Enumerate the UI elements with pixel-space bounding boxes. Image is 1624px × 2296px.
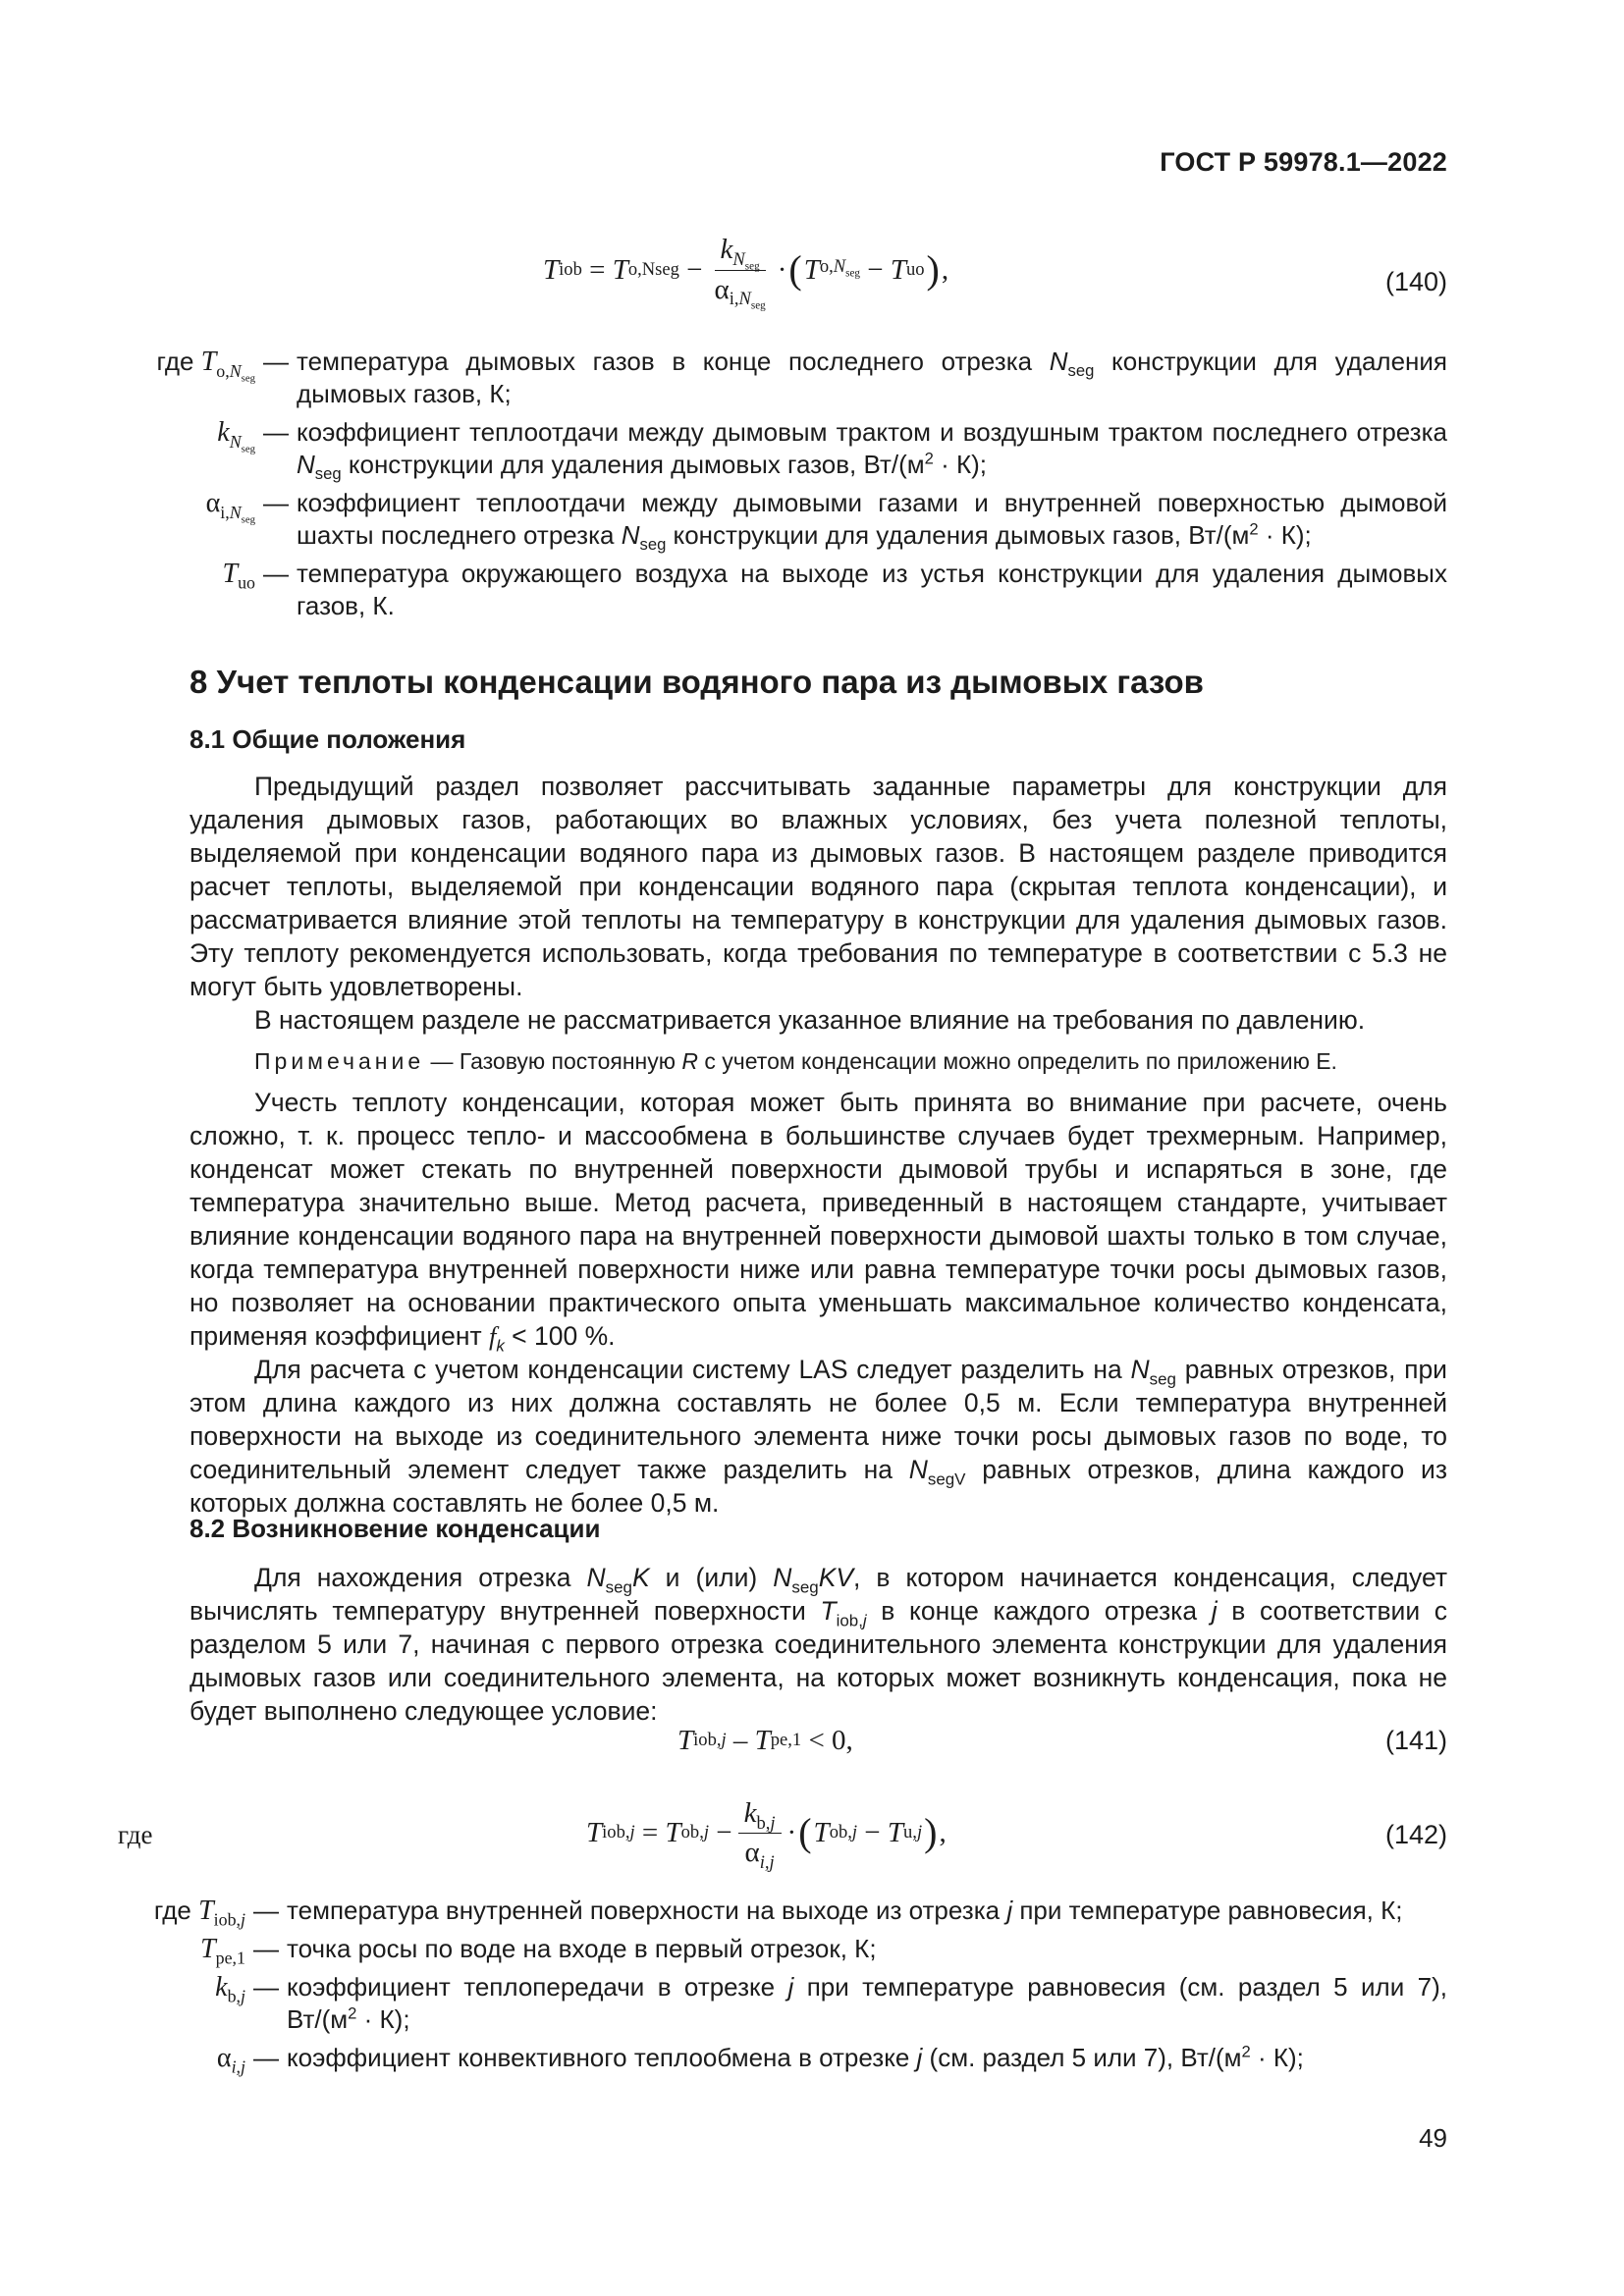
eq140-num: k [720,234,733,265]
def-symbol-subN: N [229,431,242,452]
section-8-2-body [189,1561,1447,1728]
equation-142: где T iob,j = T ob,j − $\frac{k_{b,j}}{\alpha_{i,j}}$ · ( T ob,j − T u,j ) , (142) [118,1796,1447,1873]
equation-number-141: (141) [1384,1726,1447,1755]
def-text-2: конструкции для удаления дымовых газов, Вт/(м [341,450,925,479]
eq140-p1-subN: N [833,255,846,277]
def-symbol-subsub: seg [241,443,255,455]
definitions-lead: где [153,1896,191,1925]
def-symbol-sub: i, [220,502,230,522]
t-sub: iob, [836,1611,863,1630]
eq140-den-subsub: seg [750,300,766,312]
def-text: коэффициент теплопередачи в отрезке [287,1972,788,2002]
standard-designation: ГОСТ Р 59978.1—2022 [1160,147,1447,177]
eq142-t1-sub: ob, [680,1822,704,1842]
note-text-1: — Газовую постоянную [424,1048,682,1074]
eq141-rel: < 0, [801,1724,853,1756]
def-symbol: k [217,417,230,448]
def-symbol: T [198,1896,214,1926]
def-n-sub: seg [1067,361,1095,381]
def-j: j [1006,1896,1013,1925]
text-2: и (или) [649,1563,774,1592]
eq141-b: T [754,1724,771,1756]
def-symbol-subsub: seg [241,372,255,385]
def-symbol-sub: i,j [231,2056,245,2077]
n-symbol: N [586,1563,606,1592]
def-text: коэффициент конвективного теплообмена в отрезке [287,2043,917,2072]
eq140-term1: T [612,253,628,286]
note-label: Примечание [254,1048,425,1074]
n-symbol: N [908,1455,928,1484]
definition-item: где $T_{o,N_{seg}}$ — температура дымовых газов в конце последнего отрезка $N_{seg}$ конструкции для удаления дымовых газов, К; [156,347,1447,408]
def-text: температура дымовых газов в конце последнего отрезка [297,347,1050,376]
definitions-eq140 [118,346,1447,628]
def-symbol-sub: o, [216,360,230,381]
eq142-den-sub: i,j [759,1851,775,1873]
definition-item: $\alpha_{i,N_{seg}}$ — коэффициент теплоотдачи между дымовыми газами и внутренней поверхностью дымовой шахты последнего отрезка $N_{seg}$ конструкции для удаления дымовых газов, $Вт/(м^2 \cdot К)$; [205,488,1447,555]
text-3: , в котором начинается конденсация, следует вычислять температуру внутренней поверхности [189,1563,1447,1626]
paragraph-text: Учесть теплоту конденсации, которая может быть принята во внимание при расчете, очень сложно, т. к. процесс тепло- и массообмена в большинстве случаев будет трехмерным. Например, конденсат может стекать по внутренней поверхности дымовой трубы и испаряться в зоне, где температура значительно выше. Метод расчета, приведенный в настоящем стандарте, учитывает влияние конденсации водяного пара на внутренней поверхности дымовой шахты только в том случае, когда температура внутренней поверхности ниже или равна температуре точки росы дымовых газов, но позволяет на основании практического опыта уменьшать максимальное количество конденсата, применяя коэффициент [189,1088,1447,1351]
n-symbol: N [1130,1355,1150,1384]
paragraph: Предыдущий раздел позволяет рассчитывать заданные параметры для конструкции для удаления дымовых газов, работающих во влажных условиях, без учета полезной теплоты, выделяемой при конденсации водяного пара из дымовых газов. В настоящем разделе приводится расчет теплоты, выделяемой при конденсации водяного пара (скрытая теплота конденсации), и рассматривается влияние этой теплоты на температуру в конструкции для удаления дымовых газов. Эту теплоту рекомендуется использовать, когда требования по температуре в соответствии с 5.3 не могут быть удовлетворены. [189,772,1447,1001]
def-text-3: · К); [933,450,988,479]
def-text: коэффициент теплоотдачи между дымовыми газами и внутренней поверхностью дымовой шахты последнего отрезка [297,488,1447,550]
eq142-p1: T [813,1816,830,1848]
n-sub: seg [605,1577,632,1597]
eq142-num-sub: b, [756,1812,771,1834]
def-text: точка росы по воде на входе в первый отрезок, К; [287,1934,877,1963]
paragraph: В настоящем разделе не рассматривается указанное влияние на требования по давлению. [254,1005,1366,1035]
def-n-sub: seg [639,535,667,555]
eq142-t1-subj: j [703,1822,709,1842]
note-R: R [681,1048,698,1074]
text-5: в соответствии с разделом 5 или 7, начиная с первого отрезка соединительного элемента конструкции для удаления дымовых газов или соединительного элемента, на которых может возникнуть конденсация, пока не будет выполнено следующее условие: [189,1596,1448,1726]
eq142-lhs: T [586,1816,603,1848]
def-symbol-subj: j [241,1909,245,1930]
paragraph-end: < 100 %. [504,1321,616,1351]
eq142-lead: где [118,1820,153,1849]
eq140-den-subN: N [738,289,751,310]
eq140-den-sub: i, [729,289,739,310]
eq141-op: – [726,1724,755,1756]
eq142-p2-sub: u, [903,1822,917,1842]
def-text-2: конструкции для удаления дымовых газов, К; [297,347,1447,408]
eq140-p2: T [890,253,906,286]
eq142-p2-subj: j [916,1822,923,1842]
n-sub: seg [1149,1369,1176,1389]
def-text: температура окружающего воздуха на выходе из устья конструкции для удаления дымовых газов, К. [297,559,1447,620]
section-8-1-heading: 8.1 Общие положения [189,724,466,754]
definition-item: $T_{uo}$ — температура окружающего воздуха на выходе из устья конструкции для удаления дымовых газов, К. [222,559,1447,620]
def-text-3: · К); [356,2004,410,2034]
def-sup: 2 [1249,519,1259,539]
equation-number-142: (142) [1384,1820,1447,1849]
section-8-1-body [189,770,1447,1520]
def-text: коэффициент теплоотдачи между дымовым трактом и воздушным трактом последнего отрезка [297,417,1447,447]
eq140-p1: T [803,253,820,286]
text-4: в конце каждого отрезка [866,1596,1212,1626]
def-symbol: α [216,2043,232,2073]
eq140-den: α [714,273,730,305]
note [189,1046,1447,1076]
section-8-heading: 8 Учет теплоты конденсации водяного пара из дымовых газов [189,664,1204,700]
def-text-2: при температуре равновесия (см. раздел 5 или 7), Вт/(м [287,1972,1447,2034]
definition-item: где $T_{iob,j}$ — температура внутренней поверхности на выходе из отрезка j при температуре равновесия, К; [153,1896,1403,1930]
def-text-2: при температуре равновесия, К; [1012,1896,1403,1925]
def-j: j [787,1972,794,2002]
def-symbol: α [205,488,221,518]
j-symbol: j [1211,1596,1218,1626]
eq142-p2: T [887,1816,904,1848]
f-symbol: f [488,1321,497,1351]
def-symbol-subN: N [229,502,242,522]
def-sup: 2 [1241,2042,1251,2061]
eq142-num-subj: j [770,1812,776,1834]
eq142-t1: T [665,1816,681,1848]
eq142-p1-sub: ob, [829,1822,852,1842]
equation-140: T iob = T o,Nseg − $\frac{k_{N_{seg}}}{\alpha_{i,N_{seg}}}$ · ( T $o,N_{seg}$ − T uo ) , (140) [543,234,1447,312]
paragraph [189,1086,1447,1356]
paragraph [189,1353,1447,1520]
t-symbol: T [820,1596,837,1626]
def-n: N [621,520,640,550]
definitions-lead: где [156,347,194,376]
def-symbol: T [200,347,217,377]
def-text-2: конструкции для удаления дымовых газов, Вт/(м [666,520,1250,550]
def-sup: 2 [348,2003,357,2023]
def-symbol: T [200,1934,216,1964]
equation-141: T iob,j – T pe,1 < 0, (141) [677,1724,1447,1756]
def-n-sub: seg [314,464,342,484]
text-2: равных отрезков, при этом длина каждого из них должна составлять не более 0,5 м. Если температура внутренней поверхности на выходе из соединительного элемента ниже точки росы дымовых газов по воде, то соединительный элемент следует также разделить на [189,1355,1447,1484]
def-symbol: k [215,1972,228,2002]
eq141-a-subj: j [721,1730,727,1750]
def-symbol-subsub: seg [241,513,255,526]
f-symbol-sub: k [496,1336,505,1356]
def-text-3: · К); [1250,2043,1304,2072]
def-symbol-sub: b, [227,1986,242,2006]
def-n: N [297,450,315,479]
definition-item: $k_{b,j}$ — коэффициент теплопередачи в отрезке j при температуре равновесия (см. раздел 5 или 7), $Вт/(м^2 \cdot К)$; [215,1972,1447,2034]
eq142-lhs-sub: iob, [602,1822,630,1842]
eq140-p1-sub: o, [819,255,834,277]
note-text-2: с учетом конденсации можно определить по приложению Е. [698,1048,1337,1074]
eq142-p1-subj: j [851,1822,858,1842]
n-tail: K [631,1563,650,1592]
eq141-a-sub: iob, [693,1730,722,1750]
page-number: 49 [1419,2123,1447,2153]
paragraph [189,1561,1447,1728]
eq140-fraction [708,234,771,312]
text-3: равных отрезков, длина каждого из которых должна составлять не более 0,5 м. [189,1455,1447,1518]
def-text-3: · К); [1258,520,1312,550]
text-1: Для расчета с учетом конденсации систему LAS следует разделить на [254,1355,1131,1384]
n-sub: seg [791,1577,819,1597]
def-symbol-sub: uo [238,572,255,593]
def-text-2: (см. раздел 5 или 7), Вт/(м [922,2043,1242,2072]
eq140-lhs: T [543,253,560,286]
def-symbol-sub: pe,1 [215,1948,245,1968]
definitions-eq142 [118,1895,1447,2080]
def-j: j [916,2043,923,2072]
eq141-a: T [677,1724,694,1756]
n-tail: KV [818,1563,854,1592]
def-symbol: T [222,559,239,589]
section-8-2-heading: 8.2 Возникновение конденсации [189,1514,601,1543]
eq140-num-sub: N [732,248,745,270]
eq142-lhs-subj: j [629,1822,635,1842]
def-symbol-subN: N [229,360,242,381]
definition-item: $\alpha_{i,j}$ — коэффициент конвективного теплообмена в отрезке j (см. раздел 5 или 7), $Вт/(м^2 \cdot К)$; [216,2042,1304,2077]
eq140-p1-subsub: seg [845,267,860,280]
def-sup: 2 [924,449,934,468]
definition-item: $k_{N_{seg}}$ — коэффициент теплоотдачи между дымовым трактом и воздушным трактом последнего отрезка $N_{seg}$ конструкции для удаления дымовых газов, $Вт/(м^2 \cdot К)$; [217,417,1447,484]
eq142-fraction [738,1796,782,1873]
def-symbol-sub: iob, [213,1909,242,1930]
eq140-num-subsub: seg [744,260,760,273]
text-1: Для нахождения отрезка [254,1563,587,1592]
n-symbol: N [773,1563,792,1592]
def-n: N [1049,347,1068,376]
eq142-num: k [743,1796,757,1829]
definition-item: $T_{pe,1}$ — точка росы по воде на входе в первый отрезок, К; [200,1934,877,1968]
def-symbol-subj: j [241,1986,245,2006]
n-sub: segV [927,1469,966,1489]
t-sub-j: j [862,1611,867,1630]
def-text: температура внутренней поверхности на выходе из отрезка [287,1896,1007,1925]
eq142-den: α [744,1836,760,1868]
equation-number-140: (140) [1384,267,1447,296]
